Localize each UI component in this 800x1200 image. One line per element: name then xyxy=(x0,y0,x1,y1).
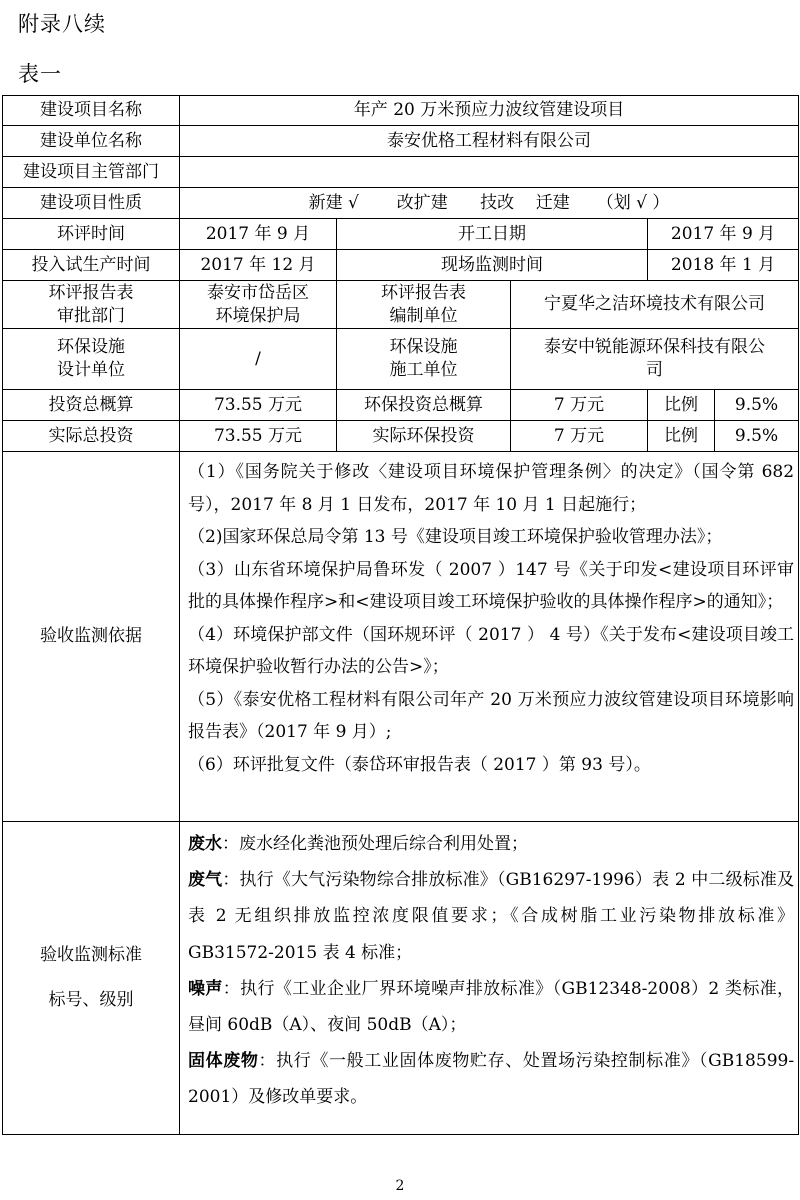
invest-act-value: 73.55 万元 xyxy=(180,421,337,452)
nature-label: 建设项目性质 xyxy=(3,188,180,219)
standard-text: ：执行《工业企业厂界环境噪声排放标准》（GB12348-2008）2 类标准，昼间 60dB（A）、夜间 50dB（A）； xyxy=(188,978,795,1036)
design-unit-label-line2: 设计单位 xyxy=(57,360,125,380)
standard-item-wastewater xyxy=(188,826,794,862)
standard-key: 噪声 xyxy=(188,978,223,999)
approval-dept-label xyxy=(3,281,180,329)
basis-item: （3）山东省环境保护局鲁环发（ 2007 ）147 号《关于印发<建设项目环评审批的具体操作程序>和<建设项目竣工环境保护验收的具体操作程序>的通知》； xyxy=(188,559,795,612)
approval-dept-value xyxy=(180,281,337,329)
start-date-label: 开工日期 xyxy=(337,219,648,250)
invest-est-value: 73.55 万元 xyxy=(180,390,337,421)
trial-time-value: 2017 年 12 月 xyxy=(180,250,337,281)
basis-item: （6）环评批复文件（泰岱环审报告表（ 2017 ）第 93 号）。 xyxy=(188,754,651,775)
design-unit-label-line1: 环保设施 xyxy=(57,337,125,357)
row-basis xyxy=(3,452,799,822)
construction-unit-value-line2: 司 xyxy=(646,360,664,380)
unit-name-value: 泰安优格工程材料有限公司 xyxy=(180,126,799,157)
standard-item-exhaust xyxy=(188,862,794,971)
row-approval xyxy=(3,281,799,329)
env-invest-est-label: 环保投资总概算 xyxy=(337,390,511,421)
construction-unit-value xyxy=(511,329,799,390)
project-name-value: 年产 20 万米预应力波纹管建设项目 xyxy=(180,96,799,126)
project-info-table xyxy=(2,95,799,1135)
eia-time-value: 2017 年 9 月 xyxy=(180,219,337,250)
row-eia-time xyxy=(3,219,799,250)
standard-item-solid-waste xyxy=(188,1043,794,1115)
standard-label xyxy=(3,822,180,1135)
row-authority xyxy=(3,157,799,188)
standard-label-line1: 验收监测标准 xyxy=(40,945,142,965)
row-nature xyxy=(3,188,799,219)
start-date-value: 2017 年 9 月 xyxy=(648,219,799,250)
invest-est-label: 投资总概算 xyxy=(3,390,180,421)
basis-content xyxy=(180,452,799,822)
env-invest-act-value: 7 万元 xyxy=(511,421,648,452)
approval-dept-label-line2: 审批部门 xyxy=(57,305,125,326)
basis-item: （4）环境保护部文件（国环规环评（ 2017 ） 4 号）《关于发布<建设项目竣工环境保护验收暂行办法的公告>》； xyxy=(188,624,795,677)
construction-unit-label-line2: 施工单位 xyxy=(389,360,458,380)
authority-label: 建设项目主管部门 xyxy=(3,157,180,188)
approval-dept-value-line2: 环境保护局 xyxy=(215,305,301,326)
basis-item: （2)国家环保总局令第 13 号《建设项目竣工环境保护验收管理办法》； xyxy=(188,527,723,547)
standard-key: 固体废物 xyxy=(188,1051,259,1072)
env-invest-est-value: 7 万元 xyxy=(511,390,648,421)
table-title: 表一 xyxy=(18,62,62,86)
project-name-label: 建设项目名称 xyxy=(3,96,180,126)
monitor-time-label: 现场监测时间 xyxy=(337,250,648,281)
basis-item: （1）《国务院关于修改〈建设项目环境保护管理条例〉的决定》（国令第 682 号），2017 年 8 月 1 日发布，2017 年 10 月 1 日起施行； xyxy=(188,462,795,515)
design-unit-value: / xyxy=(180,329,337,390)
standard-key: 废气 xyxy=(188,870,223,891)
row-invest-act xyxy=(3,421,799,452)
trial-time-label: 投入试生产时间 xyxy=(3,250,180,281)
ratio-act-value: 9.5% xyxy=(715,421,799,452)
appendix-heading: 附录八续 xyxy=(18,12,106,36)
row-design xyxy=(3,329,799,390)
env-invest-act-label: 实际环保投资 xyxy=(337,421,511,452)
approval-dept-label-line1: 环评报告表 xyxy=(48,282,134,303)
compiler-label-line2: 编制单位 xyxy=(389,305,458,326)
nature-value: 新建 √ 改扩建 技改 迁建 （划 √ ） xyxy=(180,188,799,219)
row-trial-time xyxy=(3,250,799,281)
standard-text: ：废水经化粪池预处理后综合利用处置； xyxy=(222,834,528,854)
design-unit-label xyxy=(3,329,180,390)
ratio-est-value: 9.5% xyxy=(715,390,799,421)
unit-name-label: 建设单位名称 xyxy=(3,126,180,157)
construction-unit-label xyxy=(337,329,511,390)
compiler-value: 宁夏华之洁环境技术有限公司 xyxy=(511,281,799,329)
eia-time-label: 环评时间 xyxy=(3,219,180,250)
invest-act-label: 实际总投资 xyxy=(3,421,180,452)
standard-text: ：执行《大气污染物综合排放标准》（GB16297-1996）表 2 中二级标准及表 2 无组织排放监控浓度限值要求；《合成树脂工业污染物排放标准》GB31572-2015 表 4 标准； xyxy=(188,870,795,963)
approval-dept-value-line1: 泰安市岱岳区 xyxy=(207,282,309,303)
row-standard xyxy=(3,822,799,1135)
standard-item-noise xyxy=(188,971,794,1043)
compiler-label xyxy=(337,281,511,329)
standard-key: 废水 xyxy=(188,834,222,854)
construction-unit-value-line1: 泰安中锐能源环保科技有限公 xyxy=(544,337,766,357)
construction-unit-label-line1: 环保设施 xyxy=(389,337,458,357)
ratio-act-label: 比例 xyxy=(648,421,715,452)
page-number: 2 xyxy=(395,1178,405,1194)
ratio-est-label: 比例 xyxy=(648,390,715,421)
basis-label: 验收监测依据 xyxy=(3,452,180,822)
standard-content xyxy=(180,822,799,1135)
standard-text: ：执行《一般工业固体废物贮存、处置场污染控制标准》（GB18599-2001）及修改单要求。 xyxy=(188,1051,795,1108)
monitor-time-value: 2018 年 1 月 xyxy=(648,250,799,281)
row-unit-name xyxy=(3,126,799,157)
row-invest-est xyxy=(3,390,799,421)
compiler-label-line1: 环评报告表 xyxy=(381,282,466,303)
standard-label-line2: 标号、级别 xyxy=(48,990,134,1010)
row-project-name xyxy=(3,96,799,126)
basis-item: （5）《泰安优格工程材料有限公司年产 20 万米预应力波纹管建设项目环境影响报告表》（2017 年 9 月）; xyxy=(188,689,795,742)
authority-value xyxy=(180,157,799,188)
